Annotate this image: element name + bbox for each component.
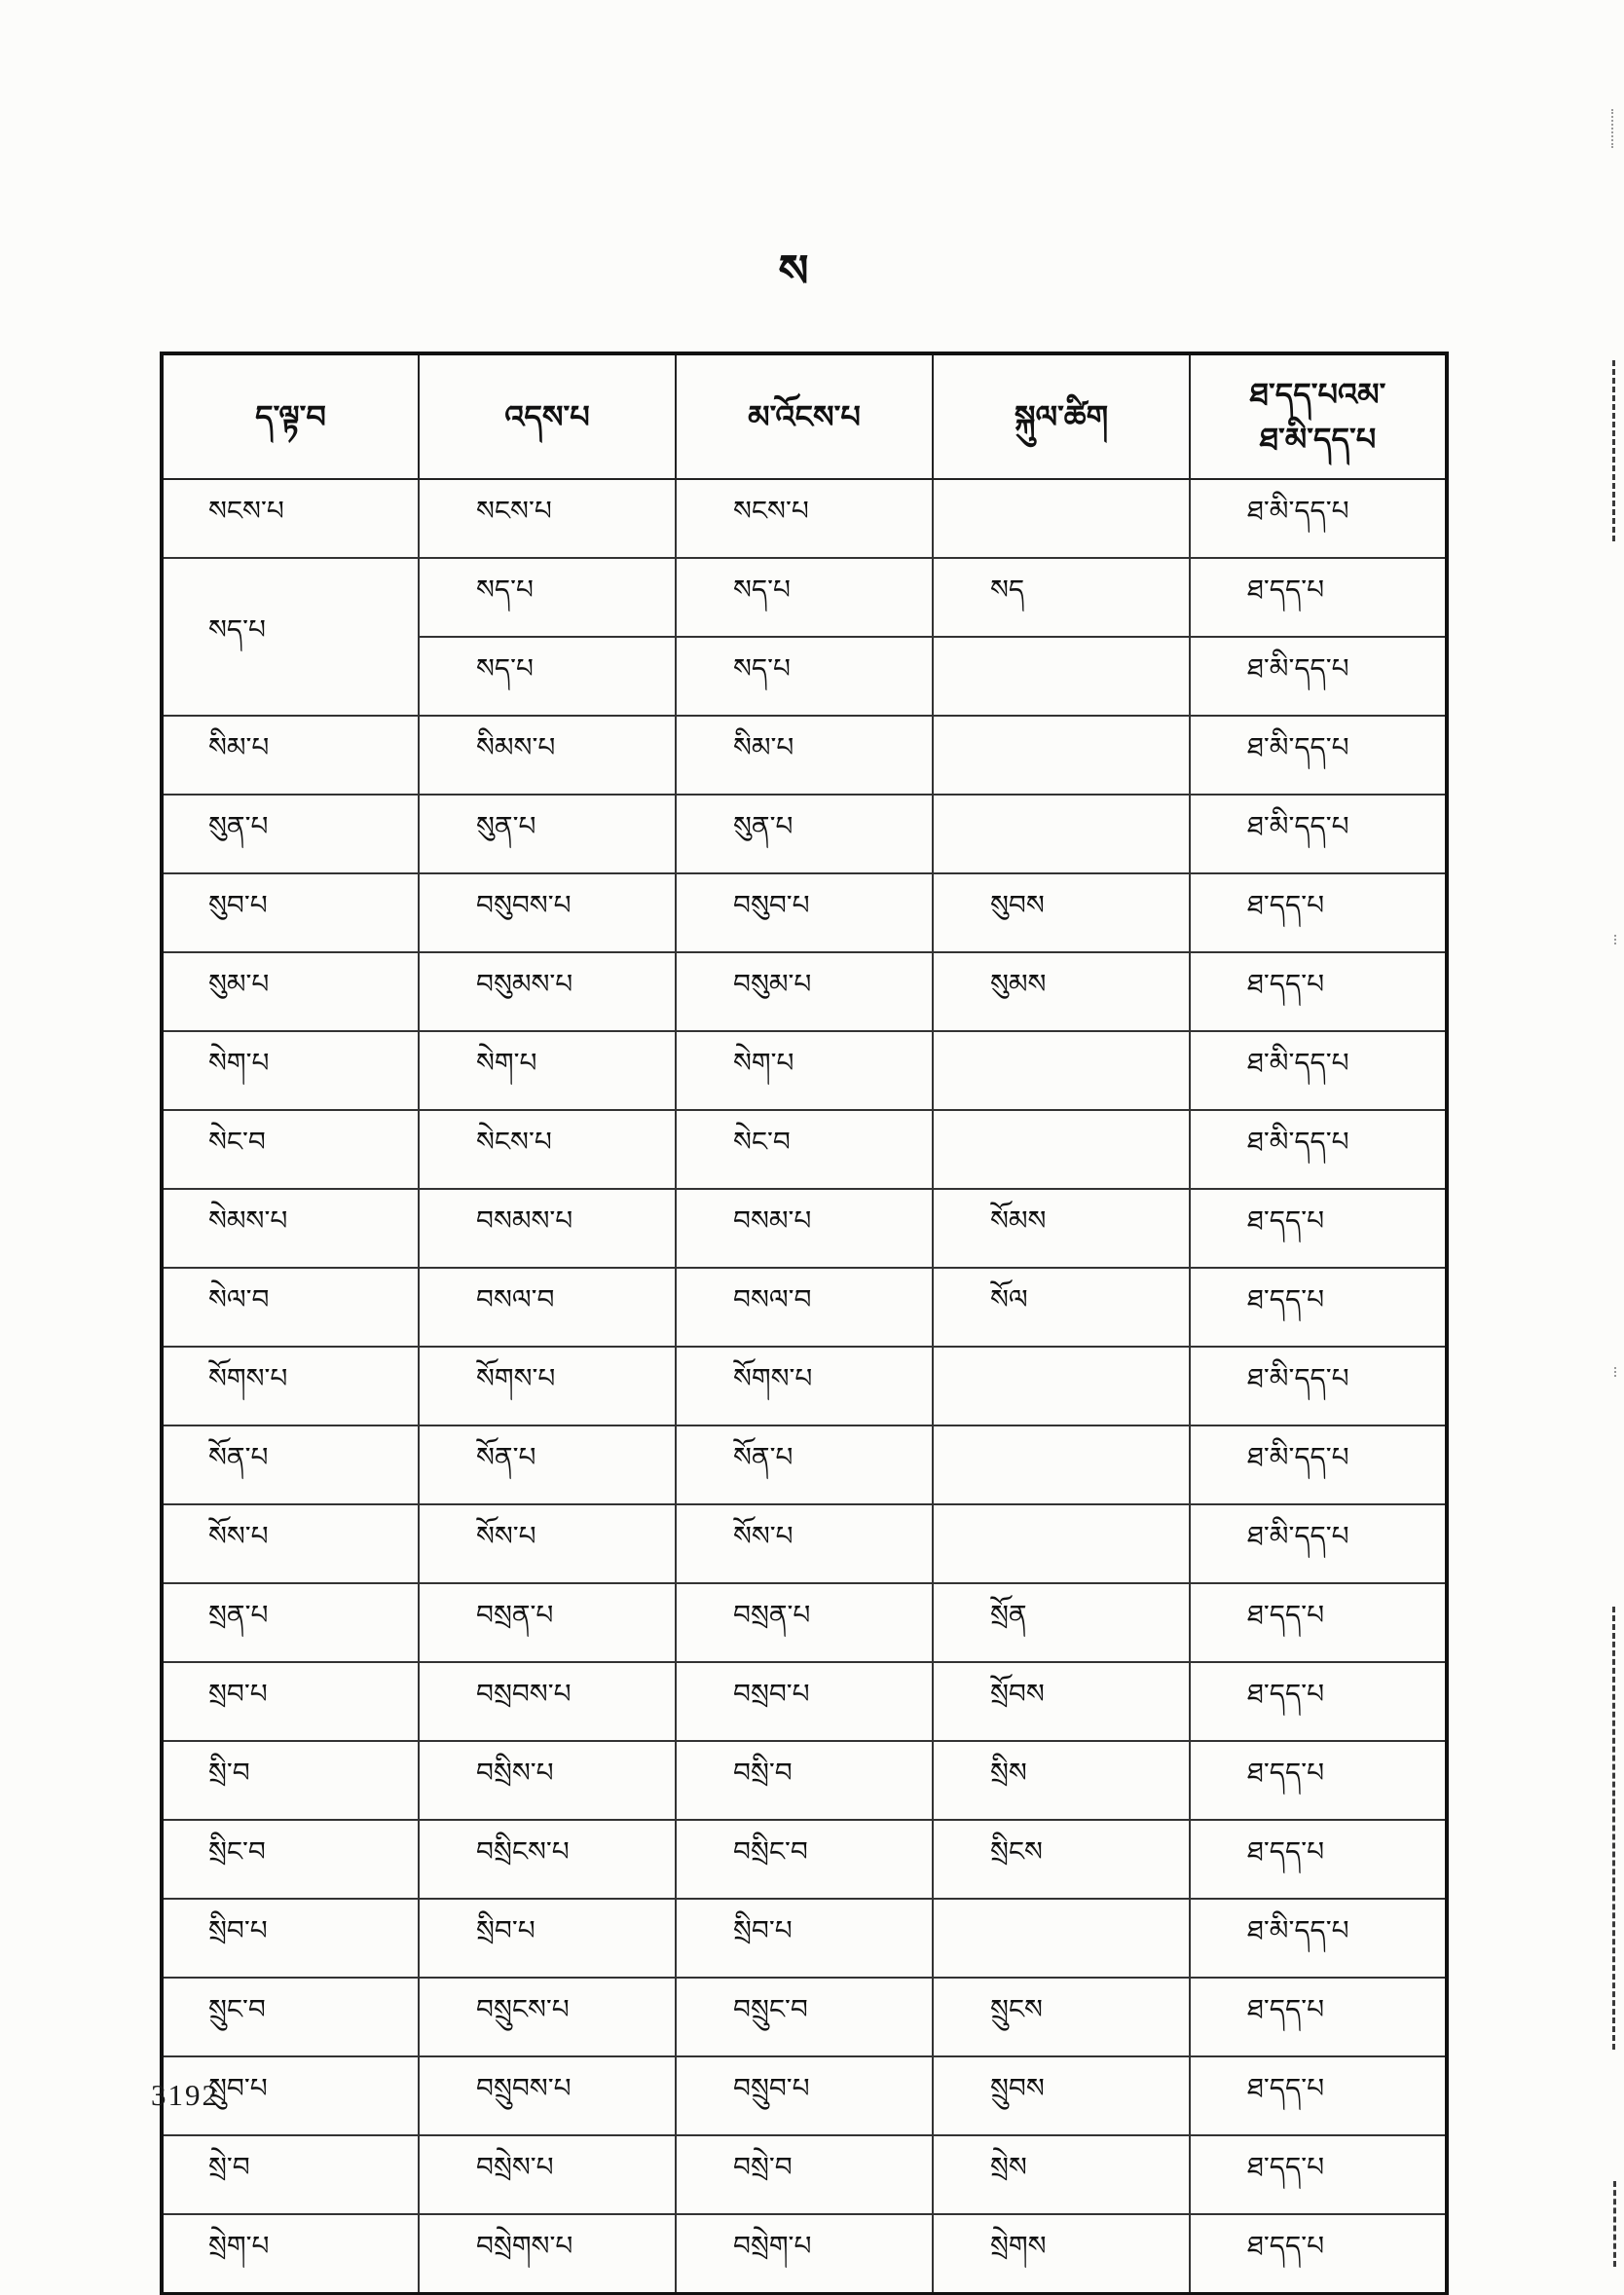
past-cell: སངས་པ: [419, 479, 676, 558]
present-cell: སྲན་པ: [162, 1583, 419, 1662]
scan-mark: [1614, 935, 1616, 944]
table-row: [162, 1189, 1447, 1268]
transitivity-cell: ཐ་མི་དད་པ: [1190, 1110, 1447, 1189]
transitivity-cell: ཐ་དད་པ: [1190, 1268, 1447, 1347]
table-row: [162, 1110, 1447, 1189]
table-row: [162, 558, 1447, 637]
future-cell: བསུམ་པ: [676, 952, 933, 1031]
page-number: 3192: [151, 2078, 219, 2112]
past-cell: སོགས་པ: [419, 1347, 676, 1425]
future-cell: སེག་པ: [676, 1031, 933, 1110]
scan-mark: [1614, 1367, 1616, 1377]
imperative-cell: [933, 479, 1190, 558]
present-cell: སུམ་པ: [162, 952, 419, 1031]
imperative-cell: [933, 637, 1190, 716]
table-row: [162, 1899, 1447, 1978]
table-row: [162, 1425, 1447, 1504]
future-cell: སྲིབ་པ: [676, 1899, 933, 1978]
scan-mark: [1612, 1607, 1615, 2050]
transitivity-cell: ཐ་དད་པ: [1190, 2056, 1447, 2135]
past-cell: བསྲུངས་པ: [419, 1978, 676, 2056]
past-cell: བསྲེགས་པ: [419, 2214, 676, 2294]
table-row: [162, 1820, 1447, 1899]
present-cell: སོན་པ: [162, 1425, 419, 1504]
header-imperative: སྐུལ་ཚིག: [933, 353, 1190, 479]
transitivity-cell: ཐ་མི་དད་པ: [1190, 637, 1447, 716]
transitivity-cell: ཐ་དད་པ: [1190, 1741, 1447, 1820]
table-row: [162, 2135, 1447, 2214]
future-cell: བསྲུབ་པ: [676, 2056, 933, 2135]
header-transitivity-line-2: ཐ་མི་དད་པ: [1259, 421, 1377, 458]
transitivity-cell: ཐ་མི་དད་པ: [1190, 1504, 1447, 1583]
transitivity-cell: ཐ་དད་པ: [1190, 2214, 1447, 2294]
verb-conjugation-table: [160, 352, 1449, 2295]
past-cell: སོན་པ: [419, 1425, 676, 1504]
imperative-cell: སུབས: [933, 873, 1190, 952]
imperative-cell: [933, 1110, 1190, 1189]
header-transitivity: [1190, 353, 1447, 479]
future-cell: སངས་པ: [676, 479, 933, 558]
imperative-cell: [933, 1504, 1190, 1583]
scan-mark: [1613, 2181, 1616, 2267]
present-cell: སིམ་པ: [162, 716, 419, 795]
table-row: [162, 795, 1447, 873]
past-cell: སེངས་པ: [419, 1110, 676, 1189]
present-cell: སད་པ: [162, 558, 419, 716]
present-cell: སྲེག་པ: [162, 2214, 419, 2294]
present-cell: སེལ་བ: [162, 1268, 419, 1347]
header-future: མ་འོངས་པ: [676, 353, 933, 479]
table-header-row: [162, 353, 1447, 479]
future-cell: བསྲེག་པ: [676, 2214, 933, 2294]
imperative-cell: [933, 795, 1190, 873]
table-row: [162, 1583, 1447, 1662]
present-cell: སྲུབ་པ: [162, 2056, 419, 2135]
future-cell: སེང་བ: [676, 1110, 933, 1189]
future-cell: བསལ་བ: [676, 1268, 933, 1347]
past-cell: བསམས་པ: [419, 1189, 676, 1268]
imperative-cell: སྲོབས: [933, 1662, 1190, 1741]
transitivity-cell: ཐ་མི་དད་པ: [1190, 1899, 1447, 1978]
future-cell: བསུབ་པ: [676, 873, 933, 952]
future-cell: བསྲི་བ: [676, 1741, 933, 1820]
present-cell: སེག་པ: [162, 1031, 419, 1110]
table-row: [162, 2214, 1447, 2294]
imperative-cell: སྲུབས: [933, 2056, 1190, 2135]
imperative-cell: [933, 1899, 1190, 1978]
future-cell: བསྲུང་བ: [676, 1978, 933, 2056]
imperative-cell: སྲོན: [933, 1583, 1190, 1662]
present-cell: སྲི་བ: [162, 1741, 419, 1820]
transitivity-cell: ཐ་དད་པ: [1190, 1583, 1447, 1662]
imperative-cell: སྲུངས: [933, 1978, 1190, 2056]
present-cell: སྲུང་བ: [162, 1978, 419, 2056]
imperative-cell: [933, 1031, 1190, 1110]
imperative-cell: སུམས: [933, 952, 1190, 1031]
present-cell: སྲབ་པ: [162, 1662, 419, 1741]
scan-mark: [1612, 360, 1615, 541]
header-past: འདས་པ: [419, 353, 676, 479]
table-row: [162, 2056, 1447, 2135]
imperative-cell: [933, 716, 1190, 795]
transitivity-cell: ཐ་དད་པ: [1190, 1189, 1447, 1268]
past-cell: བསྲན་པ: [419, 1583, 676, 1662]
past-cell: སིམས་པ: [419, 716, 676, 795]
past-cell: བསུམས་པ: [419, 952, 676, 1031]
table-body: [162, 479, 1447, 2294]
present-cell: སོས་པ: [162, 1504, 419, 1583]
future-cell: སུན་པ: [676, 795, 933, 873]
present-cell: སྲིབ་པ: [162, 1899, 419, 1978]
table-row: [162, 1268, 1447, 1347]
scan-mark: [1611, 109, 1613, 148]
present-cell: སེམས་པ: [162, 1189, 419, 1268]
table-row: [162, 1031, 1447, 1110]
header-present: ད་ལྟ་བ: [162, 353, 419, 479]
past-cell: སད་པ: [419, 558, 676, 637]
imperative-cell: [933, 1425, 1190, 1504]
table-row: [162, 952, 1447, 1031]
present-cell: སོགས་པ: [162, 1347, 419, 1425]
transitivity-cell: ཐ་མི་དད་པ: [1190, 1031, 1447, 1110]
transitivity-cell: ཐ་དད་པ: [1190, 1662, 1447, 1741]
future-cell: བསྲབ་པ: [676, 1662, 933, 1741]
present-cell: སུབ་པ: [162, 873, 419, 952]
imperative-cell: སད: [933, 558, 1190, 637]
imperative-cell: སྲིངས: [933, 1820, 1190, 1899]
imperative-cell: སོལ: [933, 1268, 1190, 1347]
transitivity-cell: ཐ་དད་པ: [1190, 1978, 1447, 2056]
transitivity-cell: ཐ་དད་པ: [1190, 952, 1447, 1031]
past-cell: བསལ་བ: [419, 1268, 676, 1347]
table-row: [162, 1347, 1447, 1425]
past-cell: བསྲིངས་པ: [419, 1820, 676, 1899]
present-cell: སྲིང་བ: [162, 1820, 419, 1899]
future-cell: སིམ་པ: [676, 716, 933, 795]
past-cell: བསྲུབས་པ: [419, 2056, 676, 2135]
present-cell: སྲེ་བ: [162, 2135, 419, 2214]
transitivity-cell: ཐ་དད་པ: [1190, 1820, 1447, 1899]
transitivity-cell: ཐ་དད་པ: [1190, 2135, 1447, 2214]
transitivity-cell: ཐ་དད་པ: [1190, 873, 1447, 952]
present-cell: སངས་པ: [162, 479, 419, 558]
future-cell: སད་པ: [676, 558, 933, 637]
past-cell: སུན་པ: [419, 795, 676, 873]
section-letter-heading: ས: [778, 244, 809, 297]
table-row: [162, 479, 1447, 558]
transitivity-cell: ཐ་མི་དད་པ: [1190, 716, 1447, 795]
past-cell: སེག་པ: [419, 1031, 676, 1110]
past-cell: བསྲིས་པ: [419, 1741, 676, 1820]
past-cell: སད་པ: [419, 637, 676, 716]
future-cell: སད་པ: [676, 637, 933, 716]
future-cell: སོན་པ: [676, 1425, 933, 1504]
imperative-cell: སྲེས: [933, 2135, 1190, 2214]
future-cell: བསམ་པ: [676, 1189, 933, 1268]
imperative-cell: སྲིས: [933, 1741, 1190, 1820]
transitivity-cell: ཐ་དད་པ: [1190, 558, 1447, 637]
past-cell: བསྲབས་པ: [419, 1662, 676, 1741]
table-row: [162, 1662, 1447, 1741]
future-cell: བསྲན་པ: [676, 1583, 933, 1662]
transitivity-cell: ཐ་མི་དད་པ: [1190, 795, 1447, 873]
future-cell: བསྲིང་བ: [676, 1820, 933, 1899]
past-cell: སོས་པ: [419, 1504, 676, 1583]
table-row: [162, 873, 1447, 952]
transitivity-cell: ཐ་མི་དད་པ: [1190, 1347, 1447, 1425]
present-cell: སེང་བ: [162, 1110, 419, 1189]
table-row: [162, 1978, 1447, 2056]
header-transitivity-line-1: ཐ་དད་པའམ་: [1249, 376, 1386, 413]
past-cell: བསུབས་པ: [419, 873, 676, 952]
imperative-cell: སོམས: [933, 1189, 1190, 1268]
present-cell: སུན་པ: [162, 795, 419, 873]
past-cell: བསྲེས་པ: [419, 2135, 676, 2214]
transitivity-cell: ཐ་མི་དད་པ: [1190, 479, 1447, 558]
table-row: [162, 716, 1447, 795]
table-row: [162, 1741, 1447, 1820]
transitivity-cell: ཐ་མི་དད་པ: [1190, 1425, 1447, 1504]
future-cell: སོགས་པ: [676, 1347, 933, 1425]
past-cell: སྲིབ་པ: [419, 1899, 676, 1978]
imperative-cell: སྲེགས: [933, 2214, 1190, 2294]
table-row: [162, 1504, 1447, 1583]
future-cell: སོས་པ: [676, 1504, 933, 1583]
future-cell: བསྲེ་བ: [676, 2135, 933, 2214]
imperative-cell: [933, 1347, 1190, 1425]
